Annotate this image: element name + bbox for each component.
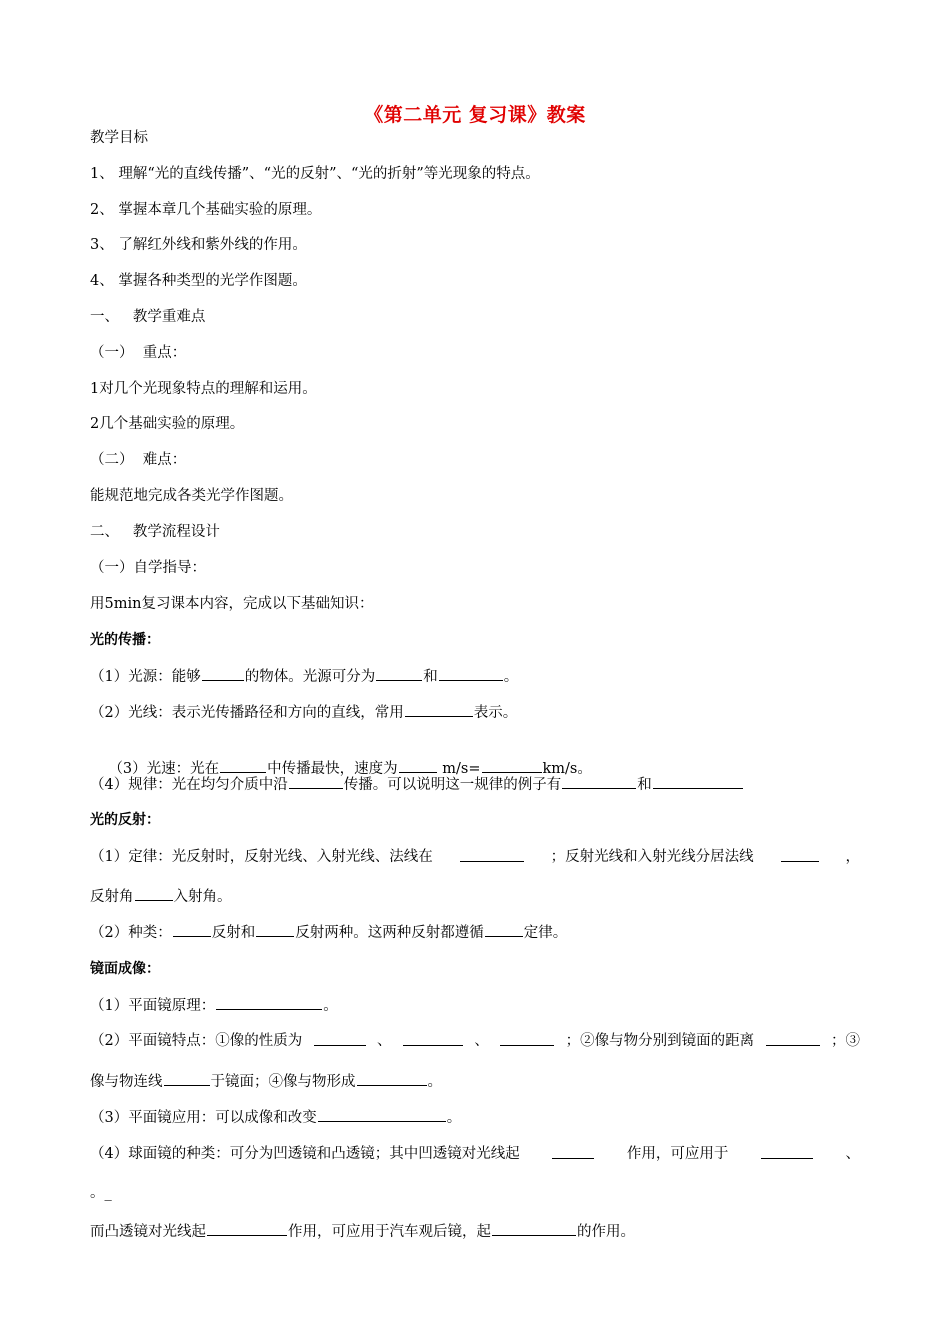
mirror-item-1: （1）平面镜原理： 。 (90, 995, 870, 1016)
blank (173, 922, 211, 937)
blank (220, 758, 266, 773)
blank (357, 1071, 427, 1086)
goal-2: 2、 掌握本章几个基础实验的原理。 (90, 202, 322, 218)
blank (164, 1071, 210, 1086)
blank (500, 1031, 554, 1046)
blank (482, 758, 542, 773)
blank (202, 666, 244, 681)
goal-1: 1、 理解“光的直线传播”、“光的反射”、“光的折射”等光现象的特点。 (90, 166, 540, 182)
blank (766, 1031, 820, 1046)
blank (405, 702, 473, 717)
mirror-item-4-mark: 。_ (90, 1185, 112, 1201)
blank (207, 1221, 287, 1236)
blank (216, 995, 322, 1010)
heading-reflection: 光的反射： (90, 812, 160, 828)
blank (761, 1144, 813, 1159)
reflection-item-1-cont: 反射角 入射角。 (90, 886, 870, 907)
blank (399, 758, 437, 773)
reflection-item-1: （1）定律：光反射时，反射光线、入射光线、法线在 ；反射光线和入射光线分居法线 ， (90, 849, 860, 865)
section-key-points: 一、 教学重难点 (90, 309, 206, 325)
self-study-instruction: 用5min复习课本内容，完成以下基础知识： (90, 596, 374, 612)
section-process: 二、 教学流程设计 (90, 524, 220, 540)
blank (256, 922, 294, 937)
propagation-item-3: （3）光速：光在 中传播最快，速度为 m/s= km/s。 (90, 738, 870, 799)
blank (781, 847, 819, 862)
blank (439, 666, 503, 681)
blank (289, 774, 343, 789)
blank (485, 922, 523, 937)
mirror-item-4-cont: 而凸透镜对光线起 作用，可应用于汽车观后镜，起 的作用。 (90, 1221, 870, 1242)
blank (460, 847, 524, 862)
blank (135, 886, 173, 901)
blank (653, 774, 743, 789)
propagation-item-1: （1）光源：能够 的物体。光源可分为 和 。 (90, 666, 870, 687)
mirror-item-3: （3）平面镜应用：可以成像和改变 。 (90, 1107, 870, 1128)
heading-propagation: 光的传播： (90, 632, 160, 648)
goal-4: 4、 掌握各种类型的光学作图题。 (90, 273, 307, 289)
mirror-item-2-cont: 像与物连线 于镜面；④像与物形成 。 (90, 1071, 870, 1092)
subsection-self-study: （一）自学指导： (90, 560, 206, 576)
section-teaching-goals: 教学目标 (90, 130, 148, 146)
blank (403, 1031, 463, 1046)
heading-mirror-imaging: 镜面成像： (90, 961, 160, 977)
blank (492, 1221, 576, 1236)
difficult-point: 能规范地完成各类光学作图题。 (90, 488, 293, 504)
key-point-2: 2几个基础实验的原理。 (90, 416, 245, 432)
mirror-item-4: （4）球面镜的种类：可分为凹透镜和凸透镜；其中凹透镜对光线起 作用，可应用于 、 (90, 1146, 860, 1162)
subsection-key: （一） 重点： (90, 345, 187, 361)
document-title: 《第二单元 复习课》教案 (364, 104, 586, 126)
subsection-difficult: （二） 难点： (90, 452, 187, 468)
goal-3: 3、 了解红外线和紫外线的作用。 (90, 237, 307, 253)
blank (562, 774, 636, 789)
key-point-1: 1对几个光现象特点的理解和运用。 (90, 381, 317, 397)
propagation-item-2: （2）光线：表示光传播路径和方向的直线，常用 表示。 (90, 702, 870, 723)
propagation-item-4: （4）规律：光在均匀介质中沿 传播。可以说明这一规律的例子有 和 (90, 774, 870, 795)
blank (314, 1031, 366, 1046)
mirror-item-2: （2）平面镜特点：①像的性质为 、 、 ；②像与物分别到镜面的距离 ；③ (90, 1033, 860, 1049)
blank (376, 666, 422, 681)
reflection-item-2: （2）种类： 反射和 反射两种。这两种反射都遵循 定律。 (90, 922, 870, 943)
blank (552, 1144, 594, 1159)
blank (318, 1107, 446, 1122)
